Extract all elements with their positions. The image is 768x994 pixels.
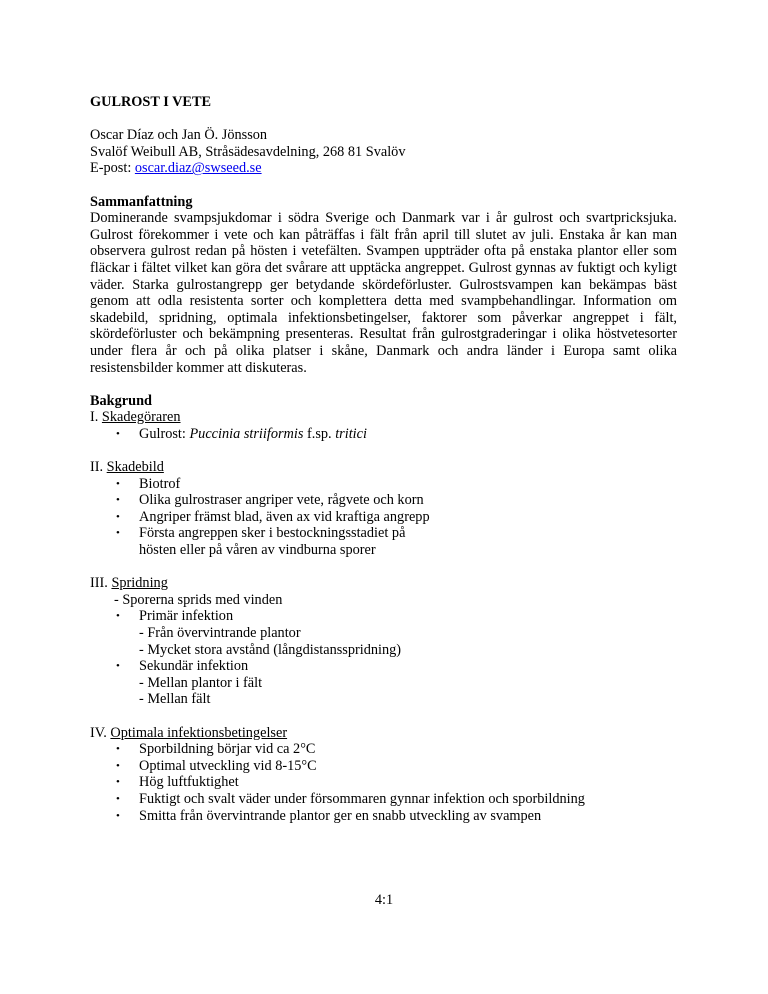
section-number: IV. — [90, 724, 111, 741]
bullet-icon: • — [116, 510, 120, 523]
bullet-icon: • — [116, 660, 120, 673]
list-item — [90, 476, 677, 493]
sub-item: - Mellan plantor i fält — [139, 674, 263, 691]
item-text: Hög luftfuktighet — [139, 774, 239, 791]
list-item — [90, 741, 677, 758]
section-title: Spridning — [111, 575, 168, 592]
bullet-icon: • — [116, 759, 120, 772]
item-text: Sekundär infektion — [139, 658, 249, 675]
item-text: Primär infektion — [139, 608, 234, 625]
list-item — [90, 509, 677, 526]
document-title: GULROST I VETE — [90, 94, 212, 110]
sub-item: - Mellan fält — [139, 691, 211, 708]
item-text: Första angreppen sker i bestockningsstadiet på — [139, 525, 406, 542]
bullet-icon: • — [116, 809, 120, 822]
document-page — [90, 94, 677, 841]
section-skadebild — [90, 459, 677, 559]
section-infektionsbetingelser — [90, 725, 677, 825]
section-intro: - Sporerna sprids med vinden — [114, 591, 283, 608]
email-link[interactable]: oscar.diaz@swseed.se — [134, 160, 262, 177]
bullet-icon: • — [116, 494, 120, 507]
section-number: III. — [90, 575, 112, 592]
species-name: Puccinia striiformis — [189, 425, 304, 442]
section-title: Skadebild — [106, 459, 164, 476]
item-text: Gulrost: — [139, 425, 190, 442]
summary-text: Dominerande svampsjukdomar i södra Sverige och Danmark var i år gulrost och svartpricksjuka. Gulrost förekommer i vete och kan påträffas i fält från april till slutet av juli. Enstaka år kan man observera gulrost redan på hösten i vetefälten. Svampen uppträder ofta på enstaka plantor eller som fläckar i fältet vilket kan göra det svårare att upptäcka angreppet. Gulrost gynnas av fuktigt och kyligt väder. Starka gulrostangrepp ger betydande skördeförluster. Gulrostsvampen kan bekämpas bäst genom att odla resistenta sorter och komplettera detta med svampbehandlingar. Information om skadebild, spridning, optimala infektionsbetingelser, faktorer som påverkar angreppet i fält, skördeförluster och bekämpning presenteras. Resultat från gulrostgraderingar i olika höstvetesorter under flera år och på olika platser i skåne, Danmark och andra länder i Europa samt olika resistensbilder kommer att diskuteras. — [90, 210, 677, 376]
section-title: Optimala infektionsbetingelser — [110, 724, 288, 741]
list-item — [90, 525, 677, 558]
item-text: Olika gulrostraser angriper vete, rågvete och korn — [139, 492, 424, 509]
bullet-icon: • — [116, 792, 120, 805]
item-text: Fuktigt och svalt väder under försommaren gynnar infektion och sporbildning — [139, 790, 585, 807]
item-text: Optimal utveckling vid 8-15°C — [139, 757, 317, 774]
forma-name: tritici — [335, 425, 367, 442]
bullet-icon: • — [116, 743, 120, 756]
page-number: 4:1 — [374, 892, 394, 908]
list-item — [90, 608, 677, 658]
list-item — [90, 774, 677, 791]
section-label — [90, 409, 677, 426]
section-number: II. — [90, 459, 107, 476]
sub-item: - Från övervintrande plantor — [139, 625, 301, 641]
bullet-icon: • — [116, 776, 120, 789]
sub-item: - Mycket stora avstånd (långdistansspridning) — [139, 641, 402, 658]
list-item — [90, 808, 677, 825]
affiliation: Svalöf Weibull AB, Stråsädesavdelning, 268 81 Svalöv — [90, 143, 406, 160]
section-spridning — [90, 575, 677, 708]
section-label — [90, 575, 677, 592]
list-item — [90, 758, 677, 775]
item-text: f.sp. — [303, 425, 336, 442]
section-label — [90, 459, 677, 476]
item-text: hösten eller på våren av vindburna sporer — [139, 542, 376, 559]
list-item — [90, 791, 677, 808]
item-text: Angriper främst blad, även ax vid kraftiga angrepp — [139, 508, 430, 525]
author-block — [90, 127, 677, 177]
background-heading: Bakgrund — [90, 392, 152, 409]
summary-heading: Sammanfattning — [90, 193, 193, 210]
list-item — [90, 426, 677, 443]
item-text: Sporbildning börjar vid ca 2°C — [139, 741, 316, 758]
email-line — [90, 160, 677, 177]
item-text: Smitta från övervintrande plantor ger en snabb utveckling av svampen — [139, 807, 542, 824]
list-item — [90, 658, 677, 708]
list-item — [90, 492, 677, 509]
bullet-icon: • — [116, 527, 120, 540]
section-number: I. — [90, 409, 102, 426]
section-title: Skadegöraren — [101, 409, 181, 426]
bullet-icon: • — [116, 477, 120, 490]
bullet-icon: • — [116, 610, 120, 623]
section-label — [90, 725, 677, 742]
bullet-icon: • — [116, 427, 120, 440]
email-label: E-post: — [90, 160, 135, 177]
item-text: Biotrof — [139, 475, 181, 492]
authors: Oscar Díaz och Jan Ö. Jönsson — [90, 127, 268, 144]
section-skadegoraren — [90, 409, 677, 442]
